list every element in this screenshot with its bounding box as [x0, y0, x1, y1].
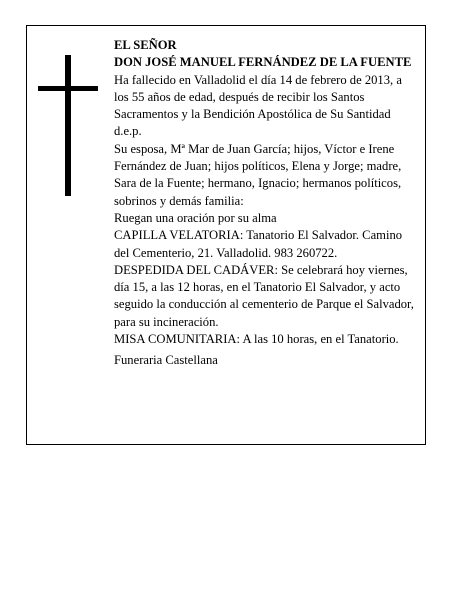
funeral-home: Funeraria Castellana — [114, 353, 218, 368]
mass-info: MISA COMUNITARIA: A las 10 horas, en el Tanatorio. — [114, 332, 399, 347]
cross-vertical-bar — [65, 55, 71, 196]
death-announcement: Ha fallecido en Valladolid el día 14 de febrero de 2013, a los 55 años de edad, después de recibir los Santos Sacramentos y la Bendición Apostólica de Su Santidad d.e.p. — [114, 72, 402, 139]
farewell-info: DESPEDIDA DEL CADÁVER: Se celebrará hoy viernes, día 15, a las 12 horas, en el Tanatorio El Salvador, y acto seguido la conducción al cementerio de Parque el Salvador, para su incineración. — [114, 262, 414, 329]
chapel-info: CAPILLA VELATORIA: Tanatorio El Salvador. Camino del Cementerio, 21. Valladolid. 983 260722. — [114, 228, 403, 260]
family-list: Su esposa, Mª Mar de Juan García; hijos, Víctor e Irene Fernández de Juan; hijos políticos, Elena y Jorge; madre, Sara de la Fuente; hermano, Ignacio; hermanos políticos, sobrinos y demás familia: — [114, 141, 402, 208]
notice-text-block — [114, 37, 418, 370]
deceased-name: DON JOSÉ MANUEL FERNÁNDEZ DE LA FUENTE — [114, 55, 412, 70]
prayer-request: Ruegan una oración por su alma — [114, 210, 277, 225]
cross-horizontal-bar — [38, 86, 98, 91]
title-line: EL SEÑOR — [114, 38, 177, 52]
